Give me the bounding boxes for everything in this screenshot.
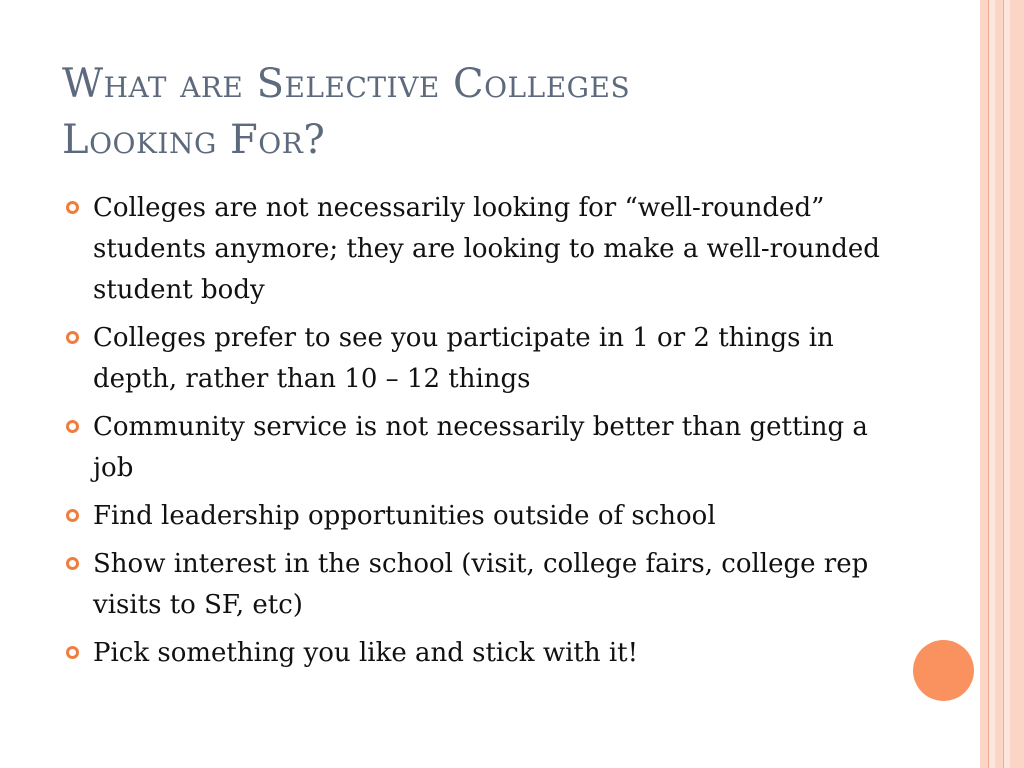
bullet-text: Community service is not necessarily better than getting a job — [93, 412, 868, 483]
ring-bullet-icon — [66, 331, 79, 344]
bullet-item — [66, 633, 896, 674]
bullet-text: Colleges are not necessarily looking for “well-rounded” students anymore; they are looking to make a well-rounded student body — [93, 193, 880, 305]
bullet-text: Show interest in the school (visit, college fairs, college rep visits to SF, etc) — [93, 549, 869, 620]
ring-bullet-icon — [66, 420, 79, 433]
ring-bullet-icon — [66, 557, 79, 570]
decorative-stripe — [1010, 0, 1024, 768]
ring-bullet-icon — [66, 646, 79, 659]
decorative-stripe — [995, 0, 1003, 768]
bullet-item — [66, 407, 896, 489]
bullet-text: Pick something you like and stick with it! — [93, 638, 639, 668]
ring-bullet-icon — [66, 509, 79, 522]
slide-title — [62, 56, 942, 168]
decorative-stripe — [980, 0, 988, 768]
slide-title-line-2: Looking For? — [62, 117, 326, 163]
bullet-item — [66, 544, 896, 626]
slide-title-line-1: What are Selective Colleges — [62, 61, 631, 107]
bullet-item — [66, 496, 896, 537]
bullet-text: Find leadership opportunities outside of school — [93, 501, 716, 531]
ring-bullet-icon — [66, 201, 79, 214]
bullet-item — [66, 318, 896, 400]
decorative-circle-icon — [913, 640, 974, 701]
bullet-item — [66, 188, 896, 311]
bullet-text: Colleges prefer to see you participate in 1 or 2 things in depth, rather than 10 – 12 things — [93, 323, 834, 394]
bullet-list — [66, 188, 896, 681]
